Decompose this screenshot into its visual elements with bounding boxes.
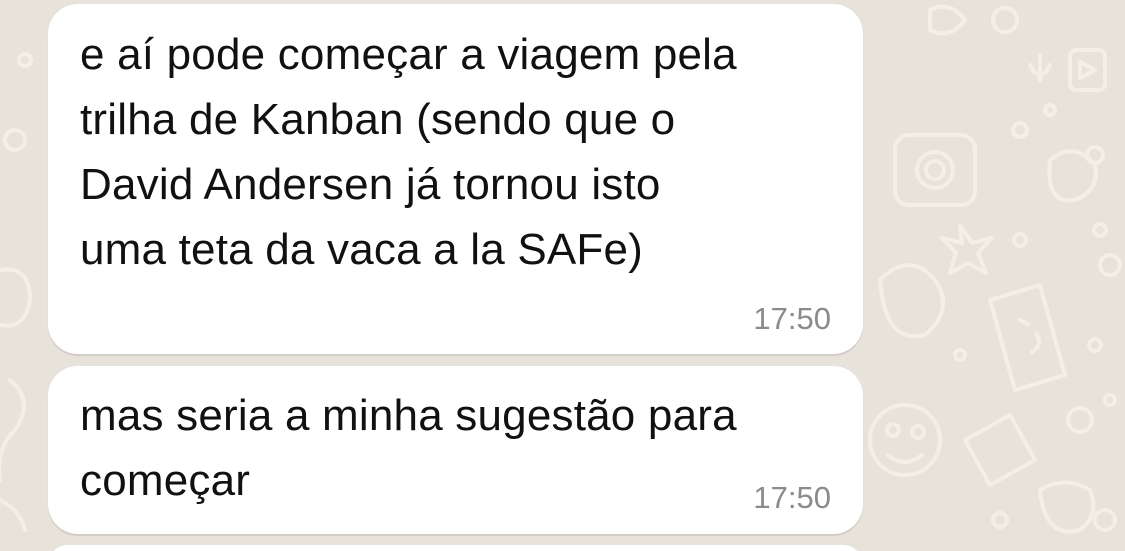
- message-bubble[interactable]: [48, 4, 863, 354]
- message-timestamp: 17:50: [753, 301, 831, 336]
- message-timestamp: 17:50: [753, 480, 831, 515]
- message-bubble[interactable]: [48, 366, 863, 534]
- message-text: e aí pode começar a viagem pela trilha de Kanban (sendo que o David Andersen já tornou isto uma teta da vaca a la SAFe): [80, 30, 737, 274]
- message-text: mas seria a minha sugestão para começar: [80, 391, 737, 505]
- message-bubble-partial[interactable]: [48, 545, 863, 551]
